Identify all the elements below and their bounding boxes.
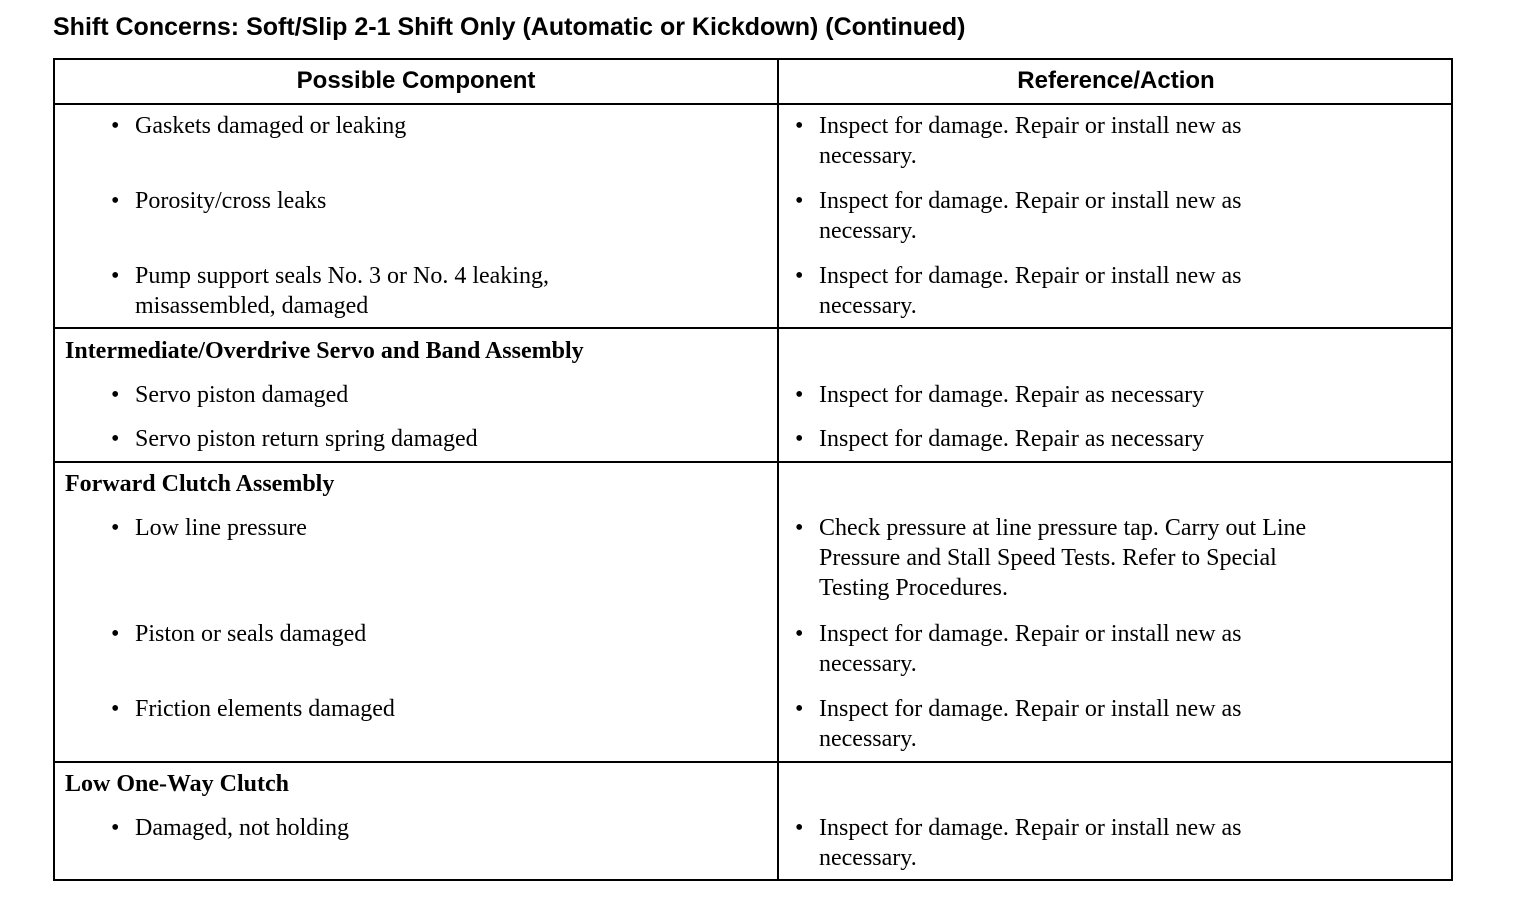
action-item (795, 513, 1306, 603)
section-title: Forward Clutch Assembly (65, 471, 335, 497)
component-item (111, 261, 549, 321)
action-item (795, 424, 1204, 454)
component-item (111, 694, 395, 724)
action-text-line: Pressure and Stall Speed Tests. Refer to Special (819, 545, 1277, 571)
bullet-icon: • (795, 426, 804, 452)
action-item (795, 111, 1242, 171)
action-text-line: necessary. (819, 845, 917, 871)
action-text-line: necessary. (819, 651, 917, 677)
column-divider (777, 60, 779, 879)
component-text-line: Friction elements damaged (135, 696, 395, 722)
section-divider (55, 327, 1451, 329)
action-item (795, 619, 1242, 679)
component-text-line: Porosity/cross leaks (135, 188, 327, 214)
component-item (111, 513, 307, 543)
component-item (111, 813, 349, 843)
bullet-icon: • (795, 113, 804, 139)
component-text-line: misassembled, damaged (135, 293, 369, 319)
header-possible-component: Possible Component (296, 67, 536, 94)
bullet-icon: • (795, 815, 804, 841)
action-text-line: Testing Procedures. (819, 575, 1008, 601)
bullet-icon: • (795, 515, 804, 541)
action-text-line: Inspect for damage. Repair or install new as (819, 113, 1242, 139)
component-text-line: Piston or seals damaged (135, 621, 367, 647)
action-text-line: necessary. (819, 726, 917, 752)
component-item (111, 380, 348, 410)
bullet-icon: • (795, 621, 804, 647)
component-text-line: Damaged, not holding (135, 815, 349, 841)
section-title: Low One-Way Clutch (65, 771, 290, 797)
header-divider (55, 103, 1451, 105)
section-divider (55, 461, 1451, 463)
bullet-icon: • (795, 188, 804, 214)
bullet-icon: • (111, 188, 120, 214)
action-text-line: Inspect for damage. Repair as necessary (819, 426, 1205, 452)
section-divider (55, 761, 1451, 763)
shift-concerns-table (53, 58, 1453, 881)
action-item (795, 186, 1242, 246)
component-item (111, 619, 366, 649)
bullet-icon: • (111, 696, 120, 722)
action-text-line: necessary. (819, 143, 917, 169)
component-text-line: Servo piston damaged (135, 382, 349, 408)
action-item (795, 261, 1242, 321)
bullet-icon: • (111, 621, 120, 647)
bullet-icon: • (111, 263, 120, 289)
component-text-line: Servo piston return spring damaged (135, 426, 478, 452)
action-item (795, 813, 1242, 873)
action-text-line: Inspect for damage. Repair or install new as (819, 815, 1242, 841)
section-title: Intermediate/Overdrive Servo and Band Assembly (65, 338, 584, 364)
bullet-icon: • (111, 815, 120, 841)
component-item (111, 424, 478, 454)
component-text-line: Gaskets damaged or leaking (135, 113, 407, 139)
action-text-line: necessary. (819, 218, 917, 244)
action-text-line: Inspect for damage. Repair or install new as (819, 696, 1242, 722)
action-text-line: Inspect for damage. Repair or install new as (819, 188, 1242, 214)
component-text-line: Pump support seals No. 3 or No. 4 leaking, (135, 263, 549, 289)
bullet-icon: • (795, 382, 804, 408)
action-item (795, 694, 1242, 754)
action-text-line: necessary. (819, 293, 917, 319)
bullet-icon: • (795, 263, 804, 289)
bullet-icon: • (111, 426, 120, 452)
action-text-line: Check pressure at line pressure tap. Carry out Line (819, 515, 1307, 541)
component-item (111, 186, 326, 216)
bullet-icon: • (111, 515, 120, 541)
page-title: Shift Concerns: Soft/Slip 2-1 Shift Only (Automatic or Kickdown) (Continued) (53, 13, 966, 41)
component-text-line: Low line pressure (135, 515, 307, 541)
action-item (795, 380, 1204, 410)
component-item (111, 111, 406, 141)
bullet-icon: • (795, 696, 804, 722)
header-reference-action: Reference/Action (1017, 67, 1215, 94)
action-text-line: Inspect for damage. Repair or install new as (819, 263, 1242, 289)
bullet-icon: • (111, 382, 120, 408)
action-text-line: Inspect for damage. Repair or install new as (819, 621, 1242, 647)
bullet-icon: • (111, 113, 120, 139)
action-text-line: Inspect for damage. Repair as necessary (819, 382, 1205, 408)
